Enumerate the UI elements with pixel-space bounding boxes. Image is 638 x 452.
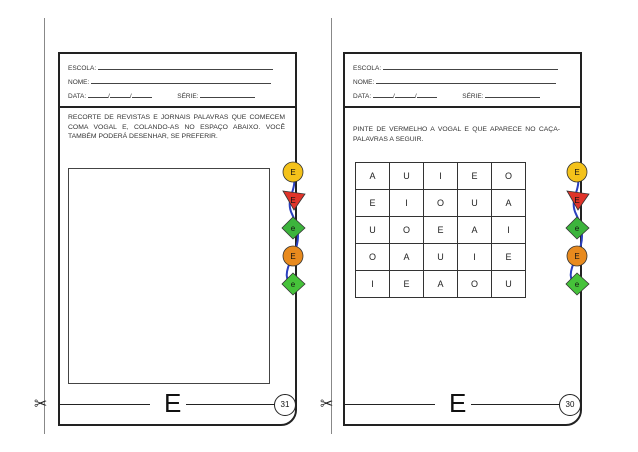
escola-line[interactable] xyxy=(98,63,273,70)
grid-cell[interactable]: I xyxy=(458,244,492,271)
letter-badge-text: e xyxy=(574,224,580,233)
right-worksheet-page xyxy=(343,52,582,426)
left-worksheet-page xyxy=(58,52,297,426)
grid-cell[interactable]: A xyxy=(356,163,390,190)
letter-badge-text: e xyxy=(290,224,296,233)
grid-cell[interactable]: O xyxy=(356,244,390,271)
left-header: ESCOLA: NOME: DATA: / / SÉRIE: xyxy=(60,54,295,108)
grid-cell[interactable]: O xyxy=(390,217,424,244)
data-year-line[interactable] xyxy=(417,91,437,98)
letter-badge-text: E xyxy=(574,168,580,177)
left-cut-line xyxy=(44,18,45,434)
serie-line[interactable] xyxy=(200,91,255,98)
right-instruction: PINTE DE VERMELHO A VOGAL E QUE APARECE NO CAÇA-PALAVRAS A SEGUIR. xyxy=(353,126,560,143)
grid-cell[interactable]: U xyxy=(424,244,458,271)
data-year-line[interactable] xyxy=(132,91,152,98)
left-instruction: RECORTE DE REVISTAS E JORNAIS PALAVRAS QUE COMECEM COMA VOGAL E, COLANDO-AS NO ESPAÇO ABAIXO. VOCÊ TAMBÉM PODERÁ DESENHAR, SE PREFERIR. xyxy=(68,114,285,140)
right-letter-badges-decoration xyxy=(564,158,592,298)
letter-badge-text: E xyxy=(290,196,296,205)
grid-cell[interactable]: I xyxy=(390,190,424,217)
grid-cell[interactable]: U xyxy=(390,163,424,190)
letter-badge-text: E xyxy=(290,252,296,261)
grid-cell[interactable]: E xyxy=(356,190,390,217)
left-letter-badges-decoration xyxy=(280,158,308,298)
letter-badge-text: E xyxy=(290,168,296,177)
grid-cell[interactable]: O xyxy=(424,190,458,217)
data-label: DATA: xyxy=(353,93,372,100)
grid-row xyxy=(356,244,526,271)
right-header: ESCOLA: NOME: DATA: / / SÉRIE: xyxy=(345,54,580,108)
letter-badge-text: e xyxy=(574,280,580,289)
grid-cell[interactable]: I xyxy=(492,217,526,244)
data-label: DATA: xyxy=(68,93,87,100)
data-day-line[interactable] xyxy=(88,91,108,98)
nome-line[interactable] xyxy=(91,77,271,84)
grid-cell[interactable]: A xyxy=(458,217,492,244)
grid-cell[interactable]: E xyxy=(458,163,492,190)
grid-cell[interactable]: A xyxy=(390,244,424,271)
letter-badge-text: e xyxy=(290,280,296,289)
big-letter: E xyxy=(164,388,182,418)
page-number: 30 xyxy=(559,394,581,416)
nome-line[interactable] xyxy=(376,77,556,84)
middle-cut-line xyxy=(331,18,332,434)
nome-label: NOME: xyxy=(353,79,375,86)
grid-cell[interactable]: U xyxy=(356,217,390,244)
grid-cell[interactable]: U xyxy=(458,190,492,217)
grid-row xyxy=(356,163,526,190)
grid-cell[interactable]: E xyxy=(492,244,526,271)
escola-label: ESCOLA: xyxy=(353,65,382,72)
grid-cell[interactable]: I xyxy=(424,163,458,190)
grid-cell[interactable]: U xyxy=(492,271,526,298)
grid-cell[interactable]: O xyxy=(458,271,492,298)
grid-cell[interactable]: E xyxy=(424,217,458,244)
grid-row xyxy=(356,271,526,298)
escola-label: ESCOLA: xyxy=(68,65,97,72)
word-search-grid xyxy=(355,162,526,298)
grid-cell[interactable]: E xyxy=(390,271,424,298)
grid-cell[interactable]: O xyxy=(492,163,526,190)
data-month-line[interactable] xyxy=(395,91,415,98)
grid-cell[interactable]: I xyxy=(356,271,390,298)
escola-line[interactable] xyxy=(383,63,558,70)
serie-line[interactable] xyxy=(485,91,540,98)
serie-label: SÉRIE: xyxy=(177,93,199,100)
letter-badge-text: E xyxy=(574,196,580,205)
data-month-line[interactable] xyxy=(110,91,130,98)
grid-cell[interactable]: A xyxy=(492,190,526,217)
grid-row xyxy=(356,217,526,244)
nome-label: NOME: xyxy=(68,79,90,86)
serie-label: SÉRIE: xyxy=(462,93,484,100)
middle-scissors-icon: ✂ xyxy=(320,394,334,413)
letter-badge-text: E xyxy=(574,252,580,261)
big-letter: E xyxy=(449,388,467,418)
data-day-line[interactable] xyxy=(373,91,393,98)
left-scissors-icon: ✂ xyxy=(34,394,48,413)
drawing-box[interactable] xyxy=(68,168,270,384)
grid-row xyxy=(356,190,526,217)
grid-cell[interactable]: A xyxy=(424,271,458,298)
page-number: 31 xyxy=(274,394,296,416)
